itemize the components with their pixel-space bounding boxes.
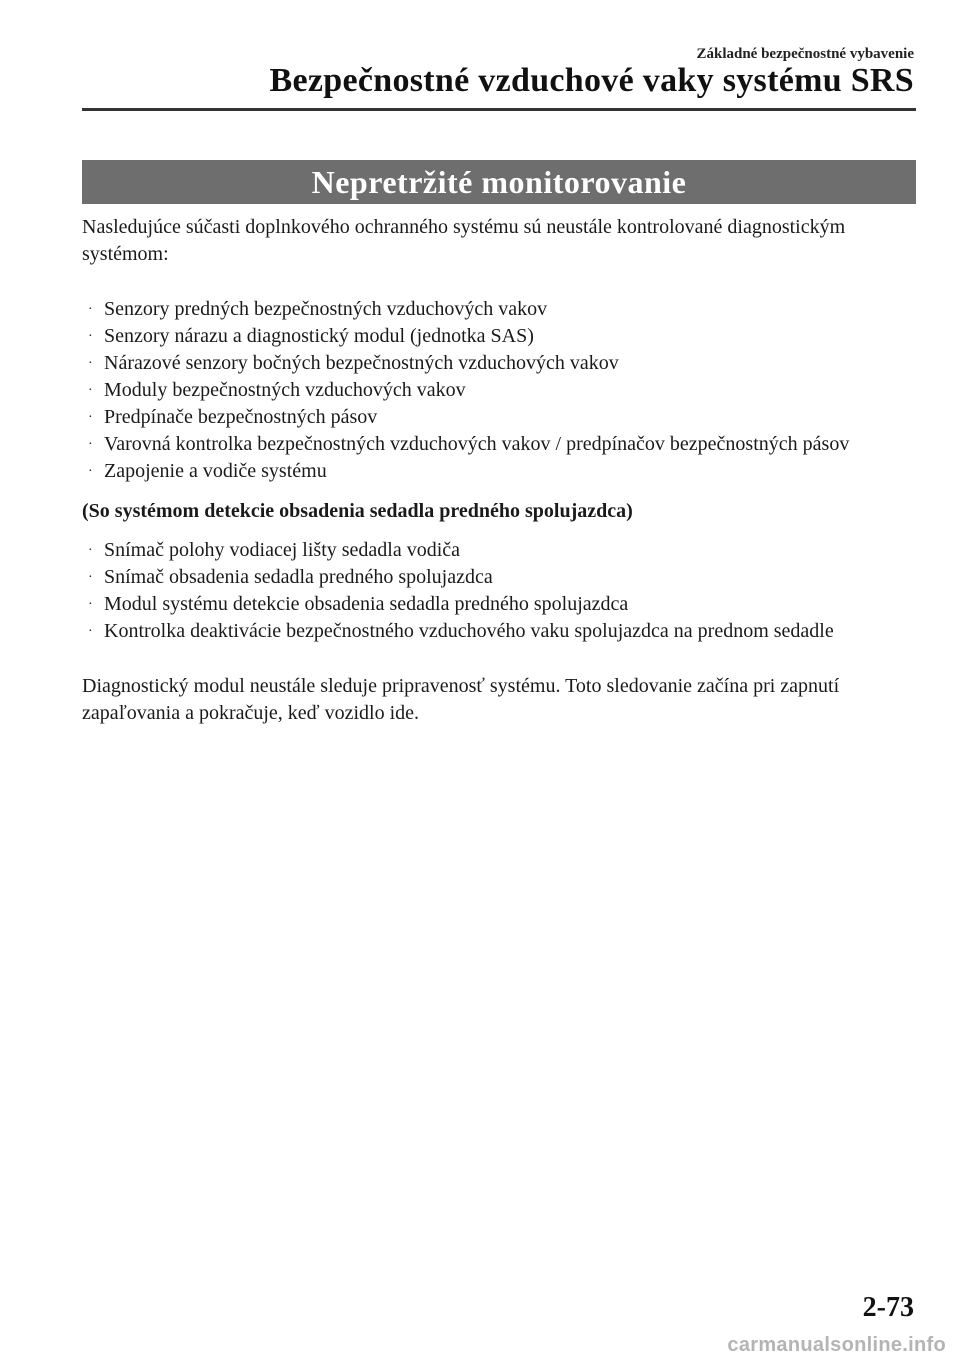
list-item-text: Snímač polohy vodiacej lišty sedadla vodiča: [104, 539, 461, 561]
page-content: [82, 214, 902, 727]
bullet-icon: ·: [88, 356, 93, 371]
list-item-text: Zapojenie a vodiče systému: [104, 460, 327, 482]
bullet-icon: ·: [88, 383, 93, 398]
list-item: [82, 618, 902, 645]
list-item-text: Senzory nárazu a diagnostický modul (jednotka SAS): [104, 325, 534, 347]
list-item-text: Snímač obsadenia sedadla predného spolujazdca: [104, 566, 493, 588]
closing-paragraph: Diagnostický modul neustále sleduje pripravenosť systému. Toto sledovanie začína pri zapnutí zapaľovania a pokračuje, keď vozidlo ide.: [82, 675, 840, 724]
section-banner: Nepretržité monitorovanie: [82, 160, 916, 204]
list-item-text: Senzory predných bezpečnostných vzduchových vakov: [104, 298, 548, 320]
list-item: [82, 591, 902, 618]
bullet-icon: ·: [88, 570, 93, 585]
bullet-icon: ·: [88, 624, 93, 639]
bullet-icon: ·: [88, 410, 93, 425]
list-item: [82, 323, 902, 350]
list-item: [82, 458, 902, 485]
intro-paragraph: Nasledujúce súčasti doplnkového ochranného systému sú neustále kontrolované diagnostickým systémom:: [82, 216, 846, 265]
list-item: [82, 431, 902, 458]
occupancy-subheading: (So systémom detekcie obsadenia sedadla predného spolujazdca): [82, 500, 633, 522]
bullet-icon: ·: [88, 464, 93, 479]
list-item-text: Kontrolka deaktivácie bezpečnostného vzduchového vaku spolujazdca na prednom sedadle: [104, 620, 834, 642]
list-item: [82, 350, 902, 377]
list-item: [82, 564, 902, 591]
list-item: [82, 377, 902, 404]
list-item: [82, 296, 902, 323]
chapter-title: Bezpečnostné vzduchové vaky systému SRS: [269, 62, 914, 99]
list-item-text: Modul systému detekcie obsadenia sedadla predného spolujazdca: [104, 593, 629, 615]
chapter-kicker: Základné bezpečnostné vybavenie: [696, 46, 914, 62]
occupancy-components-list: [82, 537, 902, 645]
bullet-icon: ·: [88, 597, 93, 612]
bullet-icon: ·: [88, 302, 93, 317]
bullet-icon: ·: [88, 543, 93, 558]
page-number: 2-73: [862, 1292, 914, 1323]
header-rule: [82, 108, 916, 111]
monitored-components-list: [82, 296, 902, 485]
list-item-text: Varovná kontrolka bezpečnostných vzduchových vakov / predpínačov bezpečnostných pásov: [104, 433, 850, 455]
bullet-icon: ·: [88, 329, 93, 344]
list-item-text: Predpínače bezpečnostných pásov: [104, 406, 378, 428]
list-item-text: Moduly bezpečnostných vzduchových vakov: [104, 379, 466, 401]
watermark: carmanualsonline.info: [727, 1334, 946, 1356]
list-item: [82, 537, 902, 564]
list-item: [82, 404, 902, 431]
list-item-text: Nárazové senzory bočných bezpečnostných vzduchových vakov: [104, 352, 619, 374]
bullet-icon: ·: [88, 437, 93, 452]
